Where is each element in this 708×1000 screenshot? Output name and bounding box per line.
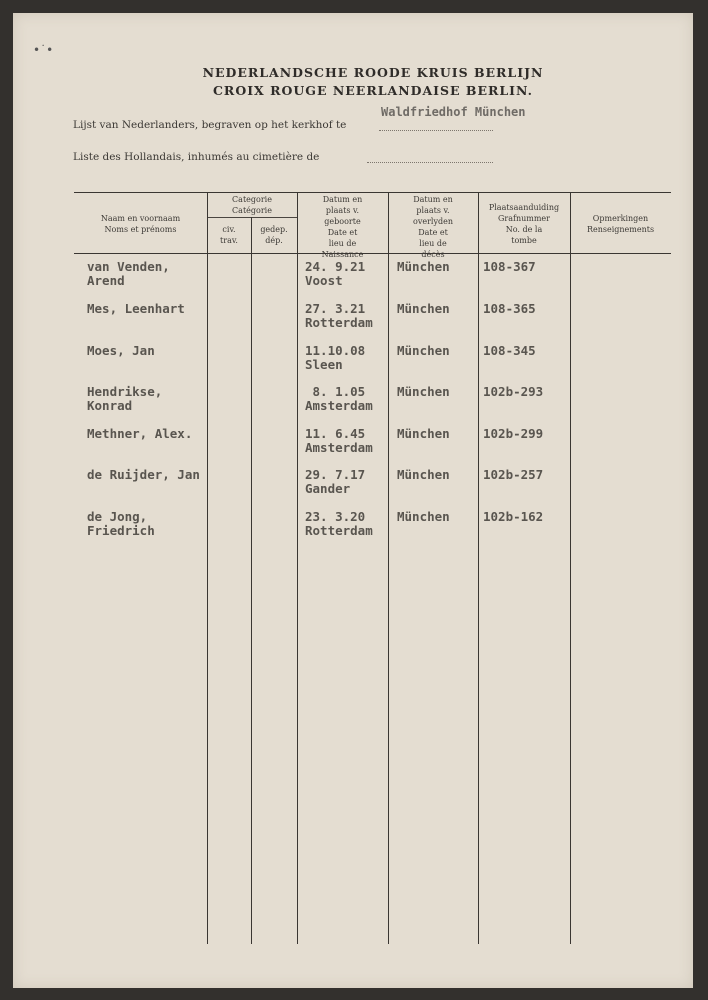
- col-divider: [388, 192, 389, 944]
- row-grave: 102b-162: [483, 509, 544, 524]
- row-name: de Jong, Friedrich: [87, 509, 155, 538]
- corner-mark: •˙•: [33, 43, 54, 57]
- col-divider: [207, 192, 208, 944]
- row-name: Hendrikse, Konrad: [87, 384, 163, 413]
- row-birth: 11. 6.45 Amsterdam: [305, 426, 373, 455]
- row-death: München: [397, 467, 450, 482]
- row-death: München: [397, 426, 450, 441]
- row-name: Mes, Leenhart: [87, 301, 185, 316]
- col-header-birth: Datum en plaats v. geboorte Date et lieu de Naissance: [321, 195, 364, 259]
- org-title-nl: NEDERLANDSCHE ROODE KRUIS BERLIJN: [202, 65, 544, 80]
- row-grave: 108-365: [483, 301, 536, 316]
- col-header-gedep: gedep. dép.: [260, 225, 288, 245]
- row-birth: 29. 7.17 Gander: [305, 467, 366, 496]
- col-header-grave: Plaatsaanduiding Grafnummer No. de la tombe: [488, 203, 560, 245]
- cemetery-line-fr: [367, 162, 493, 163]
- row-death: München: [397, 384, 450, 399]
- row-birth: 27. 3.21 Rotterdam: [305, 301, 373, 330]
- row-grave: 102b-293: [483, 384, 544, 399]
- row-death: München: [397, 509, 450, 524]
- col-divider: [297, 192, 298, 944]
- row-birth: 24. 9.21 Voost: [305, 259, 366, 288]
- row-death: München: [397, 259, 450, 274]
- document-sheet: [13, 13, 693, 988]
- col-header-death: Datum en plaats v. overlyden Date et lieu de décès: [413, 195, 453, 259]
- category-divider: [207, 217, 297, 218]
- row-birth: 11.10.08 Sleen: [305, 343, 366, 372]
- cemetery-label-fr: Liste des Hollandais, inhumés au cimetière de: [73, 151, 320, 163]
- cemetery-name: Waldfriedhof München: [381, 105, 526, 119]
- col-header-remarks: Opmerkingen Renseignements: [586, 214, 655, 234]
- col-divider: [570, 192, 571, 944]
- row-birth: 23. 3.20 Rotterdam: [305, 509, 373, 538]
- row-grave: 108-345: [483, 343, 536, 358]
- col-header-name: Naam en voornaam Noms et prénoms: [100, 214, 181, 234]
- cemetery-label-nl: Lijst van Nederlanders, begraven op het kerkhof te: [73, 119, 347, 131]
- row-grave: 108-367: [483, 259, 536, 274]
- row-grave: 102b-299: [483, 426, 544, 441]
- row-name: Moes, Jan: [87, 343, 155, 358]
- row-death: München: [397, 343, 450, 358]
- cemetery-line-nl: [379, 130, 493, 131]
- table-top-rule: [74, 192, 671, 193]
- col-divider: [251, 217, 252, 944]
- row-name: Methner, Alex.: [87, 426, 193, 441]
- row-birth: 8. 1.05 Amsterdam: [305, 384, 373, 413]
- col-divider: [478, 192, 479, 944]
- col-header-category: Categorie Catégorie: [232, 195, 272, 215]
- col-header-civ: civ. trav.: [220, 225, 238, 245]
- row-death: München: [397, 301, 450, 316]
- org-title-fr: CROIX ROUGE NEERLANDAISE BERLIN.: [212, 83, 534, 98]
- row-name: van Venden, Arend: [87, 259, 170, 288]
- row-grave: 102b-257: [483, 467, 544, 482]
- row-name: de Ruijder, Jan: [87, 467, 200, 482]
